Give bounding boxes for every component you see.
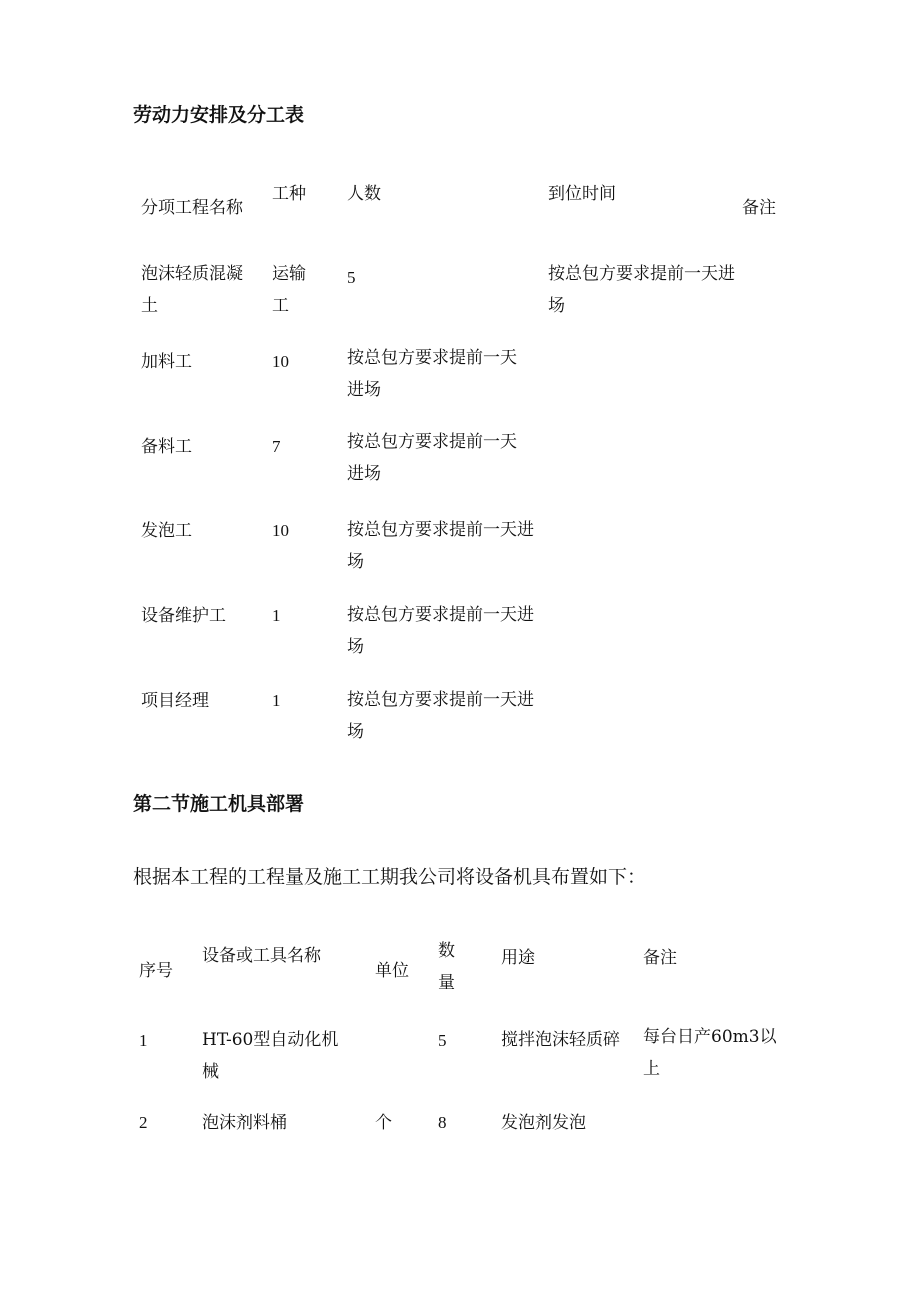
labor-row-count: 1 — [272, 606, 281, 625]
equip-header-seq: 序号 — [139, 961, 173, 981]
labor-row-arrival: 按总包方要求提前一天进场 — [548, 264, 735, 316]
equip-header-unit: 单位 — [375, 961, 409, 981]
labor-row-count: 1 — [272, 691, 281, 710]
equip-row-seq: 2 — [139, 1113, 148, 1132]
labor-row-name: 发泡工 — [141, 521, 192, 541]
labor-row-arrival: 按总包方要求提前一天进场 — [347, 432, 517, 484]
equip-row-qty: 8 — [438, 1113, 447, 1132]
section-intro: 根据本工程的工程量及施工工期我公司将设备机具布置如下： — [133, 866, 647, 888]
equip-header-qty: 数量 — [438, 941, 455, 993]
section-title: 第二节施工机具部署 — [133, 793, 305, 815]
equip-header-remark: 备注 — [643, 948, 677, 968]
labor-row-arrival: 按总包方要求提前一天进场 — [347, 348, 517, 400]
equip-header-use: 用途 — [501, 948, 535, 968]
labor-row-arrival: 按总包方要求提前一天进场 — [347, 690, 534, 742]
labor-row-name: 泡沫轻质混凝土 — [141, 264, 243, 316]
labor-row-count: 10 — [272, 352, 289, 371]
labor-header-trade: 工种 — [272, 184, 306, 204]
equip-row-unit: 个 — [375, 1113, 392, 1133]
labor-header-name: 分项工程名称 — [141, 198, 243, 218]
labor-row-arrival: 按总包方要求提前一天进场 — [347, 520, 534, 572]
labor-row-name: 加料工 — [141, 352, 192, 372]
labor-row-count: 5 — [347, 268, 356, 287]
equip-header-name: 设备或工具名称 — [202, 946, 321, 966]
equip-row-use: 发泡剂发泡 — [501, 1113, 586, 1133]
equip-row-seq: 1 — [139, 1031, 148, 1050]
labor-row-name: 设备维护工 — [141, 606, 226, 626]
equip-row-name: HT-60型自动化机械 — [202, 1030, 339, 1082]
labor-header-count: 人数 — [347, 184, 381, 204]
labor-row-count: 7 — [272, 437, 281, 456]
equip-row-remark: 每台日产60m3以上 — [643, 1027, 777, 1079]
labor-row-count: 10 — [272, 521, 289, 540]
labor-header-arrival: 到位时间 — [548, 184, 616, 204]
labor-header-remark: 备注 — [742, 198, 776, 218]
labor-row-arrival: 按总包方要求提前一天进场 — [347, 605, 534, 657]
labor-row-trade: 运输工 — [272, 264, 306, 316]
equip-row-qty: 5 — [438, 1031, 447, 1050]
equip-row-name: 泡沫剂料桶 — [202, 1113, 287, 1133]
labor-row-name: 备料工 — [141, 437, 192, 457]
labor-row-name: 项目经理 — [141, 691, 209, 711]
labor-table-title: 劳动力安排及分工表 — [133, 104, 305, 126]
equip-row-use: 搅拌泡沫轻质碎 — [501, 1030, 620, 1050]
